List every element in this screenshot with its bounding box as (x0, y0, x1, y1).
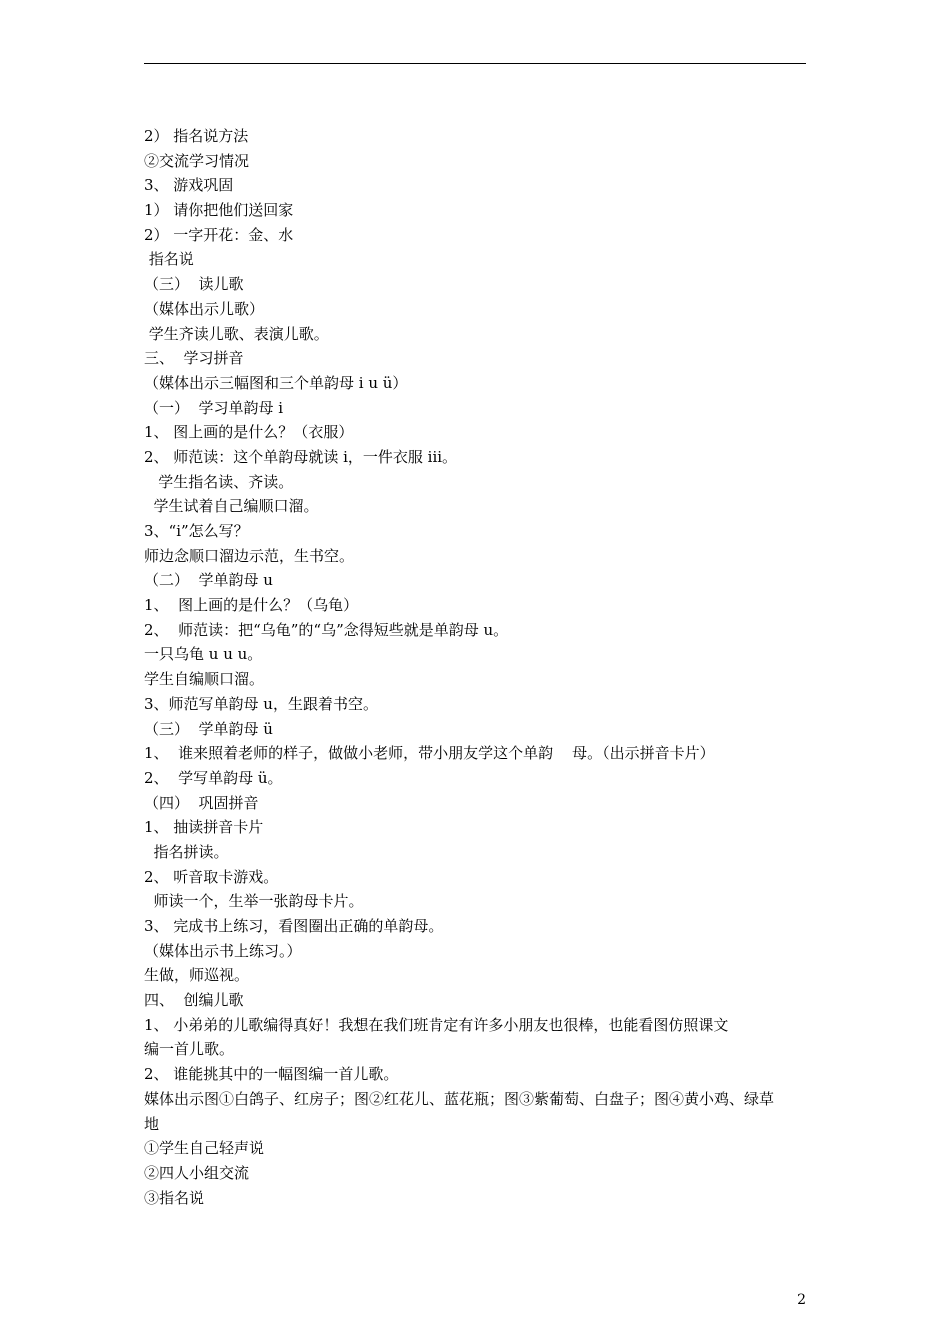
text-line: 2、 师范读：把“乌龟”的“乌”念得短些就是单韵母 u。 (144, 620, 509, 639)
text-line: 1、 抽读拼音卡片 (144, 818, 264, 837)
text-line: ①学生自己轻声说 (144, 1139, 265, 1158)
text-line: （一） 学习单韵母 i (144, 398, 284, 417)
text-line: 2、 师范读：这个单韵母就读 i，一件衣服 iii。 (144, 447, 458, 466)
text-line: （四） 巩固拼音 (144, 793, 259, 812)
text-line: 1、 图上画的是什么？（乌龟） (144, 596, 359, 615)
text-line: ③指名说 (144, 1188, 205, 1207)
text-line: 学生指名读、齐读。 (144, 472, 294, 491)
text-line: 1、 图上画的是什么？（衣服） (144, 423, 354, 442)
text-line: 3、“i”怎么写？ (144, 522, 249, 540)
text-line: 师读一个，生举一张韵母卡片。 (144, 892, 364, 911)
text-line: （媒体出示儿歌） (144, 299, 265, 318)
text-line: 1） 请你把他们送回家 (144, 201, 294, 220)
text-line: （三） 学单韵母 ü (144, 719, 273, 738)
text-line: 2、 学写单韵母 ü。 (144, 768, 283, 787)
text-line: ②四人小组交流 (144, 1163, 250, 1182)
text-line: 3、 游戏巩固 (144, 176, 234, 195)
text-line: 指名拼读。 (144, 842, 229, 861)
text-line: 学生齐读儿歌、表演儿歌。 (144, 324, 329, 343)
text-line: ②交流学习情况 (144, 151, 250, 170)
text-line: 地 (144, 1114, 160, 1133)
text-line: 2） 指名说方法 (144, 127, 249, 145)
text-line: 学生自编顺口溜。 (144, 670, 265, 689)
text-line: 一只乌龟 u u u。 (144, 645, 263, 664)
text-line: 指名说 (144, 250, 194, 269)
text-line: （三） 读儿歌 (144, 275, 244, 294)
text-line: 三、 学习拼音 (144, 349, 244, 368)
text-line: （媒体出示三幅图和三个单韵母 i u ü） (144, 373, 408, 392)
text-line: 2、 听音取卡游戏。 (144, 867, 279, 886)
text-line: （二） 学单韵母 u (144, 571, 273, 590)
header-rule (144, 63, 806, 64)
text-line: 学生试着自己编顺口溜。 (144, 497, 319, 516)
text-line: 1、 小弟弟的儿歌编得真好！我想在我们班肯定有许多小朋友也很棒，也能看图仿照课文 (144, 1015, 729, 1034)
document-body (144, 124, 806, 1210)
text-line: （媒体出示书上练习。） (144, 941, 302, 960)
text-line: 3、师范写单韵母 u，生跟着书空。 (144, 694, 378, 713)
text-line: 3、 完成书上练习，看图圈出正确的单韵母。 (144, 917, 444, 935)
text-line: 师边念顺口溜边示范，生书空。 (144, 546, 355, 565)
text-line: 1、 谁来照着老师的样子，做做小老师，带小朋友学这个单韵 母。（出示拼音卡片） (144, 744, 715, 763)
text-line: 编一首儿歌。 (144, 1040, 235, 1059)
text-line: 2） 一字开花：金、水 (144, 225, 294, 244)
text-line: 媒体出示图①白鸽子、红房子；图②红花儿、蓝花瓶；图③紫葡萄、白盘子；图④黄小鸡、绿草 (144, 1089, 775, 1108)
page-number: 2 (797, 1292, 806, 1308)
text-line: 2、 谁能挑其中的一幅图编一首儿歌。 (144, 1065, 399, 1084)
text-line: 四、 创编儿歌 (144, 991, 244, 1010)
text-line: 生做，师巡视。 (144, 966, 250, 985)
